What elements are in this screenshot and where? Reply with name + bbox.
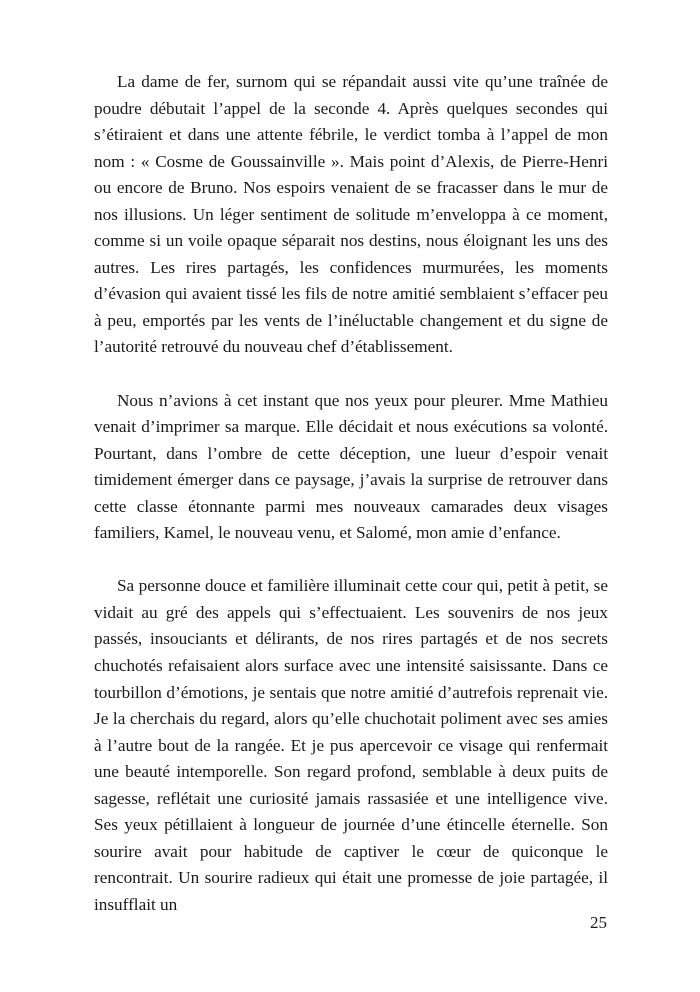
- paragraph-3: Sa personne douce et familière illuminait cette cour qui, petit à petit, se vidait au gré des appels qui s’effectuaient. Les souvenirs de nos jeux passés, insouciants et délirants, de nos rires partagés et de nos secrets chuchotés refaisaient alors surface avec une intensité saisissante. Dans ce tourbillon d’émotions, je sentais que notre amitié d’autrefois reprenait vie. Je la cherchais du regard, alors qu’elle chuchotait poliment avec ses amies à l’autre bout de la rangée. Et je pus apercevoir ce visage qui renfermait une beauté intemporelle. Son regard profond, semblable à deux puits de sagesse, reflétait une curiosité jamais rassasiée et une intelligence vive. Ses yeux pétillaient à longueur de journée d’une étincelle éternelle. Son sourire avait pour habitude de captiver le cœur de quiconque le rencontrait. Un sourire radieux qui était une promesse de joie partagée, il insufflait un: [94, 576, 608, 914]
- page-number: 25: [590, 913, 607, 932]
- paragraph-2: Nous n’avions à cet instant que nos yeux pour pleurer. Mme Mathieu venait d’imprimer sa marque. Elle décidait et nous exécutions sa volonté. Pourtant, dans l’ombre de cette déception, une lueur d’espoir venait timidement émerger dans ce paysage, j’avais la surprise de retrouver dans cette classe étonnante parmi mes nouveaux camarades deux visages familiers, Kamel, le nouveau venu, et Salomé, mon amie d’enfance.: [94, 390, 608, 543]
- page-body: [94, 69, 608, 919]
- paragraph-1: La dame de fer, surnom qui se répandait aussi vite qu’une traînée de poudre débutait l’appel de la seconde 4. Après quelques secondes qui s’étiraient et dans une attente fébrile, le verdict tomba à l’appel de mon nom : « Cosme de Goussainville ». Mais point d’Alexis, de Pierre-Henri ou encore de Bruno. Nos espoirs venaient de se fracasser dans le mur de nos illusions. Un léger sentiment de solitude m’enveloppa à ce moment, comme si un voile opaque séparait nos destins, nous éloignant les uns des autres. Les rires partagés, les confidences murmurées, les moments d’évasion qui avaient tissé les fils de notre amitié semblaient s’effacer peu à peu, emportés par les vents de l’inéluctable changement et du signe de l’autorité retrouvé du nouveau chef d’établissement.: [94, 72, 608, 357]
